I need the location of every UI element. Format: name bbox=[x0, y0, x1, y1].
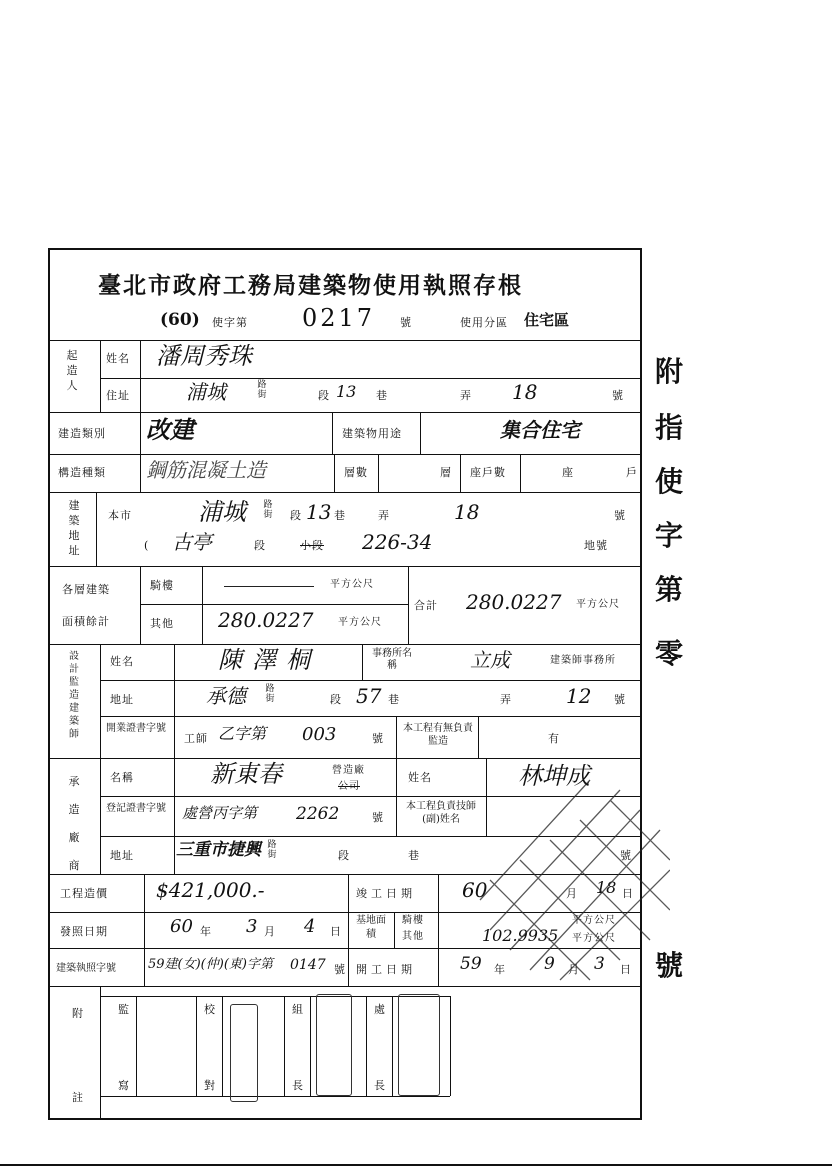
land-value: 102.9935 bbox=[482, 926, 559, 945]
site-lot-section-unit: 段 bbox=[254, 539, 266, 552]
land-label: 基地面積 bbox=[356, 915, 386, 940]
applicant-group-label: 起造人 bbox=[66, 349, 78, 392]
households-unit: 座 bbox=[562, 466, 574, 479]
architect-addr-road: 承德 bbox=[206, 684, 246, 708]
area-upper-dash bbox=[224, 586, 314, 587]
col-rule bbox=[222, 996, 223, 1096]
contractor-reg-suffix: 號 bbox=[372, 811, 384, 824]
architect-license-value: 乙字第 bbox=[218, 724, 267, 743]
complete-day: 18 bbox=[596, 878, 617, 897]
col-rule bbox=[100, 340, 101, 412]
cost-value: $421,000.- bbox=[156, 878, 265, 902]
site-no: 18 bbox=[454, 500, 480, 524]
area-upper-unit: 平方公尺 bbox=[330, 579, 374, 590]
contractor-addr-section-unit: 段 bbox=[338, 849, 350, 862]
remarks-col1-top: 監 bbox=[118, 1003, 130, 1016]
zone-value: 住宅區 bbox=[524, 311, 570, 329]
architect-license-no: 003 bbox=[302, 724, 337, 745]
area-label-1: 各層建築 bbox=[62, 583, 110, 596]
applicant-address-label: 住址 bbox=[106, 389, 130, 402]
land-sub1: 騎樓 bbox=[402, 915, 424, 926]
col-rule bbox=[392, 996, 393, 1096]
contractor-address-label: 地址 bbox=[110, 849, 134, 862]
architect-responsible-label: 本工程有無負責監造 bbox=[403, 723, 473, 747]
applicant-addr-no-unit: 號 bbox=[612, 389, 624, 402]
use-label: 建築物用途 bbox=[342, 427, 402, 440]
row-rule bbox=[100, 716, 642, 717]
applicant-name-value: 潘周秀珠 bbox=[156, 342, 252, 370]
contractor-addr-no-unit: 號 bbox=[620, 849, 632, 862]
site-label: 建築地址 bbox=[68, 499, 80, 557]
category-label: 建造類別 bbox=[58, 427, 106, 440]
seal-stamp bbox=[316, 994, 352, 1096]
remarks-col2-bottom: 對 bbox=[204, 1079, 216, 1092]
contractor-name-value: 新東春 bbox=[210, 760, 282, 788]
side-char: 零 bbox=[654, 637, 683, 670]
site-lot-section: 古亭 bbox=[172, 530, 212, 554]
remarks-col1-bottom: 寫 bbox=[118, 1079, 130, 1092]
complete-month: 月 bbox=[566, 887, 578, 900]
row-rule bbox=[48, 758, 642, 759]
site-lot-small: 小段 bbox=[300, 539, 324, 552]
col-rule bbox=[362, 644, 363, 680]
applicant-addr-lane-unit: 巷 bbox=[376, 389, 388, 402]
side-char: 附 bbox=[654, 355, 683, 388]
start-day: 3 bbox=[594, 954, 605, 974]
col-rule bbox=[136, 996, 137, 1096]
architect-responsible-value: 有 bbox=[548, 732, 560, 745]
col-rule bbox=[394, 912, 395, 948]
col-rule bbox=[438, 874, 439, 986]
architect-license-label: 開業證書字號 bbox=[106, 723, 166, 734]
side-char: 指 bbox=[654, 411, 683, 444]
remarks-col3-bottom: 長 bbox=[292, 1079, 304, 1092]
architect-office-label: 事務所名稱 bbox=[372, 648, 412, 671]
contractor-reg-label: 登記證書字號 bbox=[106, 803, 166, 814]
land-unit: 平方公尺 bbox=[572, 915, 616, 926]
site-city: 本市 bbox=[108, 509, 132, 522]
seal-stamp bbox=[398, 994, 440, 1096]
permit-number: 0217 bbox=[302, 304, 376, 332]
permit-prefix: 使字第 bbox=[212, 316, 248, 329]
side-char: 使 bbox=[654, 465, 683, 498]
permit-value: 59建(女)(仲)(東)字第 bbox=[148, 957, 273, 972]
architect-addr-no: 12 bbox=[566, 684, 592, 708]
site-lot-open: ( bbox=[144, 539, 150, 552]
start-month: 9 bbox=[544, 954, 555, 974]
contractor-tech-label: 本工程負責技師(副)姓名 bbox=[406, 801, 476, 825]
area-other-value: 280.0227 bbox=[218, 608, 314, 632]
contractor-person-value: 林坤成 bbox=[518, 762, 590, 790]
area-total-value: 280.0227 bbox=[466, 590, 562, 614]
complete-day-unit: 日 bbox=[622, 887, 634, 900]
permit-suffix-no: 號 bbox=[334, 963, 346, 976]
site-lane: 13 bbox=[306, 500, 332, 524]
remarks-col2-top: 校 bbox=[204, 1003, 216, 1016]
seal-stamp bbox=[230, 1004, 258, 1102]
architect-name-label: 姓名 bbox=[110, 655, 134, 668]
permit-suffix: 號 bbox=[400, 316, 412, 329]
start-label: 開工日期 bbox=[356, 963, 416, 976]
issue-label: 發照日期 bbox=[60, 925, 108, 938]
form-title: 臺北市政府工務局建築物使用執照存根 bbox=[98, 272, 523, 299]
row-rule bbox=[48, 492, 642, 493]
col-rule bbox=[378, 454, 379, 492]
architect-name-value: 陳澤桐 bbox=[218, 646, 320, 674]
applicant-addr-lane: 13 bbox=[336, 382, 357, 401]
col-rule bbox=[100, 644, 101, 874]
contractor-name-suffix: 營造廠 bbox=[332, 765, 365, 776]
architect-group-label: 設計監造建築師 bbox=[69, 651, 79, 740]
issue-month-unit: 月 bbox=[264, 925, 276, 938]
site-lane-unit: 巷 bbox=[334, 509, 346, 522]
architect-license-prefix: 工師 bbox=[184, 732, 208, 745]
start-year-unit: 年 bbox=[494, 963, 506, 976]
row-rule bbox=[100, 680, 642, 681]
land-unit2: 平方公尺 bbox=[572, 933, 616, 944]
contractor-name-suffix2: 公司 bbox=[338, 781, 360, 792]
area-total-unit: 平方公尺 bbox=[576, 599, 620, 610]
structure-label: 構造種類 bbox=[58, 466, 106, 479]
col-rule bbox=[140, 566, 141, 644]
issue-year: 60 bbox=[170, 916, 193, 937]
area-label-2: 面積餘計 bbox=[62, 615, 110, 628]
applicant-addr-alley-unit: 弄 bbox=[460, 389, 472, 402]
architect-addr-lane: 57 bbox=[356, 684, 382, 708]
col-rule bbox=[396, 758, 397, 836]
contractor-reg-value: 處營丙字第 bbox=[182, 804, 258, 822]
remarks-col3-top: 組 bbox=[292, 1003, 304, 1016]
side-char: 第 bbox=[654, 573, 683, 606]
area-other-label: 其他 bbox=[150, 617, 174, 630]
col-rule bbox=[284, 996, 285, 1096]
side-char: 字 bbox=[654, 519, 683, 552]
col-rule bbox=[450, 996, 451, 1096]
architect-office-suffix: 建築師事務所 bbox=[550, 655, 616, 666]
col-rule bbox=[202, 566, 203, 644]
row-rule bbox=[100, 378, 642, 379]
remarks-col4-top: 處 bbox=[374, 1003, 386, 1016]
col-rule bbox=[310, 996, 311, 1096]
remarks-label-bottom: 註 bbox=[72, 1091, 84, 1104]
site-lot-no-unit: 地號 bbox=[584, 539, 608, 552]
col-rule bbox=[366, 996, 367, 1096]
row-rule bbox=[48, 454, 642, 455]
applicant-addr-no: 18 bbox=[512, 380, 538, 404]
col-rule bbox=[196, 996, 197, 1096]
permit-no: 0147 bbox=[290, 957, 326, 973]
cost-label: 工程造價 bbox=[60, 887, 108, 900]
architect-license-suffix: 號 bbox=[372, 732, 384, 745]
issue-year-unit: 年 bbox=[200, 925, 212, 938]
row-rule bbox=[48, 566, 642, 567]
applicant-name-label: 姓名 bbox=[106, 352, 130, 365]
remarks-col4-bottom: 長 bbox=[374, 1079, 386, 1092]
row-rule bbox=[48, 644, 642, 645]
area-upper-label: 騎樓 bbox=[150, 579, 174, 592]
row-rule bbox=[48, 340, 642, 341]
stamp-hatching bbox=[470, 760, 670, 1000]
col-rule bbox=[396, 716, 397, 758]
contractor-reg-no: 2262 bbox=[296, 804, 340, 824]
floors-label: 層數 bbox=[344, 466, 368, 479]
col-rule bbox=[420, 412, 421, 454]
site-road-unit: 路街 bbox=[263, 500, 273, 520]
page-bottom-edge bbox=[0, 1164, 832, 1166]
structure-value: 鋼筋混凝土造 bbox=[146, 458, 266, 482]
area-other-unit: 平方公尺 bbox=[338, 617, 382, 628]
issue-day-unit: 日 bbox=[330, 925, 342, 938]
col-rule bbox=[140, 412, 141, 492]
land-sub2: 其他 bbox=[402, 931, 424, 942]
architect-address-label: 地址 bbox=[110, 693, 134, 706]
architect-addr-lane-unit: 巷 bbox=[388, 693, 400, 706]
col-rule bbox=[408, 566, 409, 644]
applicant-addr-section: 段 bbox=[318, 389, 330, 402]
category-value: 改建 bbox=[146, 415, 194, 444]
contractor-name-label: 名稱 bbox=[110, 771, 134, 784]
households-label: 座戶數 bbox=[470, 466, 506, 479]
site-alley-unit: 弄 bbox=[378, 509, 390, 522]
col-rule bbox=[96, 492, 97, 566]
col-rule bbox=[174, 644, 175, 874]
contractor-addr-road-unit: 路街 bbox=[267, 840, 277, 860]
start-year: 59 bbox=[460, 954, 482, 974]
households-unit2: 戶 bbox=[626, 466, 638, 479]
col-rule bbox=[144, 874, 145, 986]
complete-label: 竣工日期 bbox=[356, 887, 416, 900]
col-rule bbox=[140, 340, 141, 412]
architect-office-value: 立成 bbox=[470, 648, 510, 672]
row-rule bbox=[100, 1096, 450, 1097]
col-rule bbox=[460, 454, 461, 492]
applicant-addr-road-unit: 路街 bbox=[257, 380, 267, 400]
col-rule bbox=[100, 986, 101, 1120]
site-no-unit: 號 bbox=[614, 509, 626, 522]
issue-month: 3 bbox=[246, 916, 258, 937]
applicant-addr-road: 浦城 bbox=[186, 380, 226, 404]
issue-day: 4 bbox=[304, 916, 316, 937]
side-char: 號 bbox=[654, 949, 683, 982]
architect-addr-road-unit: 路街 bbox=[265, 684, 275, 704]
col-rule bbox=[334, 454, 335, 492]
col-rule bbox=[520, 454, 521, 492]
floors-unit: 層 bbox=[440, 466, 452, 479]
col-rule bbox=[478, 716, 479, 758]
permit-label: 建築執照字號 bbox=[56, 963, 116, 974]
row-rule bbox=[140, 604, 408, 605]
start-month-unit: 月 bbox=[568, 963, 580, 976]
remarks-label-top: 附 bbox=[72, 1007, 84, 1020]
permit-year: (60) bbox=[160, 310, 200, 330]
area-total-label: 合計 bbox=[414, 599, 438, 612]
col-rule bbox=[332, 412, 333, 454]
contractor-addr-lane-unit: 巷 bbox=[408, 849, 420, 862]
start-day-unit: 日 bbox=[620, 963, 632, 976]
contractor-addr-value: 三重市捷興 bbox=[176, 840, 261, 860]
architect-addr-alley-unit: 弄 bbox=[500, 693, 512, 706]
zone-label: 使用分區 bbox=[460, 316, 508, 329]
contractor-person-label: 姓名 bbox=[408, 771, 432, 784]
contractor-group-label: 承造廠商 bbox=[68, 775, 80, 872]
complete-value: 60 bbox=[462, 878, 488, 902]
architect-addr-no-unit: 號 bbox=[614, 693, 626, 706]
site-lot-no: 226-34 bbox=[362, 530, 433, 554]
row-rule bbox=[48, 412, 642, 413]
use-value: 集合住宅 bbox=[500, 418, 580, 442]
col-rule bbox=[348, 874, 349, 986]
site-road: 浦城 bbox=[198, 498, 246, 526]
architect-addr-section-unit: 段 bbox=[330, 693, 342, 706]
site-section-unit: 段 bbox=[290, 509, 302, 522]
